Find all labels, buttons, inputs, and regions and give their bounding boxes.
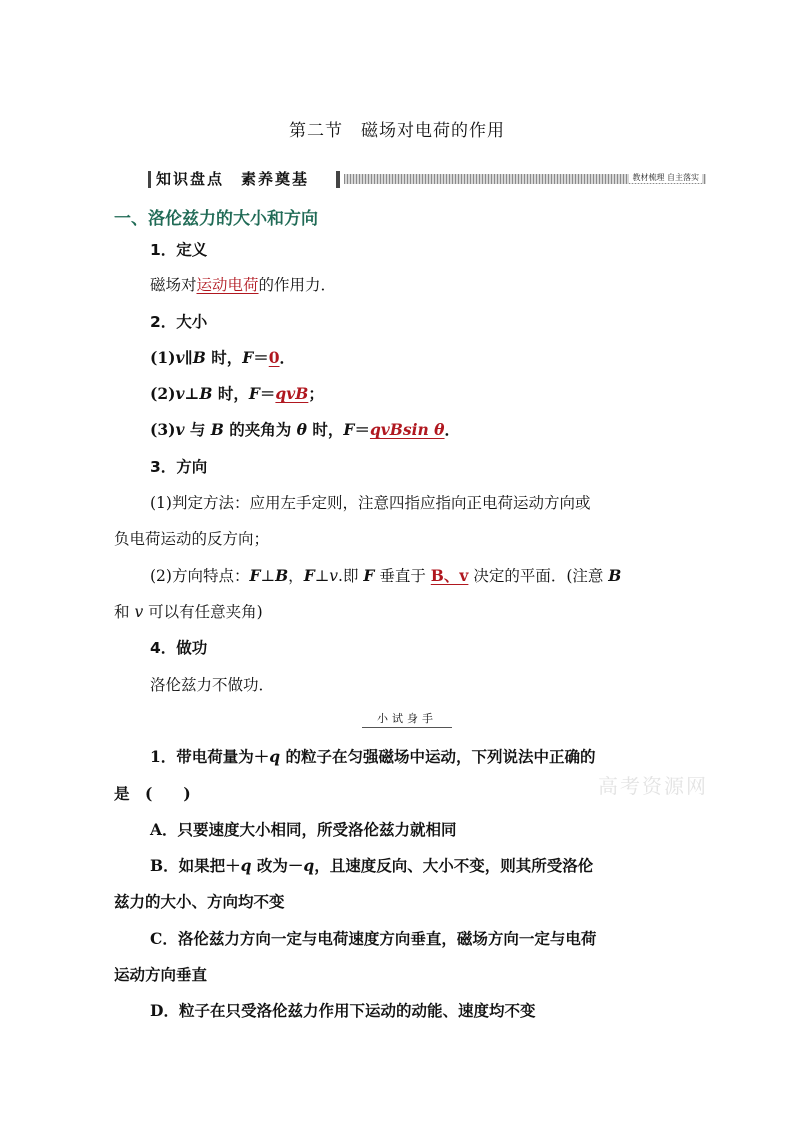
text: .即	[338, 567, 364, 585]
text: ＝	[259, 384, 276, 403]
magnitude-case-1	[150, 346, 295, 368]
option-b-line-2: 兹力的大小、方向均不变	[114, 892, 285, 911]
symbol-q: q	[303, 856, 315, 875]
watermark: 高考资源网	[598, 774, 708, 798]
text: 时，	[205, 348, 243, 367]
symbol-perp: ⊥	[184, 384, 200, 403]
answer-blank: qvBsin θ	[369, 420, 445, 439]
magnitude-case-3	[150, 418, 460, 440]
direction-rule-line-2: 负电荷运动的反方向；	[114, 530, 270, 548]
text: 垂直于	[374, 567, 431, 585]
symbol-f: F	[343, 420, 355, 439]
text: ；	[308, 384, 324, 403]
symbol-v: v	[329, 567, 339, 585]
heading-work: 4．做功	[150, 639, 208, 657]
answer-blank: 运动电荷	[196, 276, 259, 294]
text: 的粒子在匀强磁场中运动，下列说法中正确的	[280, 747, 596, 766]
symbol-parallel: ∥	[184, 348, 193, 367]
text: B．如果把＋	[150, 856, 241, 875]
symbol-b: B	[275, 566, 289, 585]
symbol-perp: ⊥	[314, 567, 330, 585]
direction-features-line-2	[114, 600, 263, 622]
symbol-b: B	[192, 348, 206, 367]
text: (2)	[150, 384, 176, 403]
text: (1)	[150, 348, 176, 367]
text: 和	[114, 603, 135, 621]
question-1-line-1	[150, 745, 596, 767]
definition-text	[150, 273, 336, 295]
symbol-f: F	[249, 566, 261, 585]
banner-left-label: 知识盘点 素养奠基	[156, 170, 310, 188]
symbol-f: F	[248, 384, 260, 403]
quiz-subhead	[362, 710, 452, 726]
work-text: 洛伦兹力不做功．	[150, 676, 275, 694]
symbol-f: F	[303, 566, 315, 585]
symbol-f: F	[363, 566, 375, 585]
symbol-perp: ⊥	[260, 567, 276, 585]
text: 1．带电荷量为＋	[150, 747, 270, 766]
symbol-q: q	[269, 747, 281, 766]
question-1-line-2: 是 ( )	[114, 784, 191, 803]
page-title: 第二节 磁场对电荷的作用	[289, 121, 505, 141]
answer-blank: 0	[268, 348, 280, 367]
quiz-subhead-rule	[362, 727, 452, 728]
direction-rule-line-1: (1)判定方法：应用左手定则，注意四指应指向正电荷运动方向或	[150, 494, 591, 512]
symbol-v: v	[175, 384, 185, 403]
section-heading: 一、洛伦兹力的大小和方向	[114, 209, 318, 229]
symbol-v: v	[175, 348, 185, 367]
text: ＝	[354, 420, 370, 439]
symbol-v: v	[134, 603, 144, 621]
banner-bar-left	[148, 171, 151, 188]
text: ．	[444, 420, 461, 439]
text: 时，	[307, 420, 344, 439]
option-c-line-2: 运动方向垂直	[114, 965, 208, 984]
option-c-line-1: C．洛伦兹力方向一定与电荷速度方向垂直，磁场方向一定与电荷	[150, 929, 597, 948]
text: (3)	[150, 420, 176, 439]
answer-blank: qvB	[275, 384, 309, 403]
text: 的夹角为	[223, 420, 297, 439]
text: ＝	[253, 348, 269, 367]
text: 改为－	[251, 856, 304, 875]
text: 的作用力．	[258, 276, 337, 294]
banner-bar-mid	[336, 171, 340, 188]
heading-direction: 3．方向	[150, 458, 208, 476]
symbol-b: B	[608, 566, 622, 585]
symbol-f: F	[242, 348, 254, 367]
symbol-b: B	[199, 384, 213, 403]
text: 时，	[212, 384, 249, 403]
symbol-b: B	[210, 420, 224, 439]
option-d: D．粒子在只受洛伦兹力作用下运动的动能、速度均不变	[150, 1001, 536, 1020]
text: (2)方向特点：	[150, 567, 250, 585]
magnitude-case-2	[150, 382, 324, 404]
heading-definition: 1．定义	[150, 241, 208, 259]
text: 决定的平面．(注意	[468, 567, 609, 585]
option-a: A．只要速度大小相同，所受洛伦兹力就相同	[150, 820, 457, 839]
text: ，且速度反向、大小不变，则其所受洛伦	[314, 856, 594, 875]
quiz-subhead-label: 小试身手	[377, 712, 437, 725]
banner-right-label: 教材梳理 自主落实	[629, 172, 702, 183]
option-b-line-1	[150, 854, 593, 876]
section-banner	[148, 170, 706, 188]
symbol-v: v	[175, 420, 185, 439]
answer-blank: B、v	[430, 566, 469, 585]
symbol-theta: θ	[296, 420, 308, 439]
symbol-q: q	[240, 856, 252, 875]
text: 磁场对	[150, 276, 197, 294]
text: ，	[288, 567, 304, 585]
text: 与	[184, 420, 211, 439]
text: ．	[279, 348, 296, 367]
direction-features-line-1	[150, 564, 621, 586]
text: 可以有任意夹角)	[143, 603, 263, 621]
heading-magnitude: 2．大小	[150, 313, 208, 331]
